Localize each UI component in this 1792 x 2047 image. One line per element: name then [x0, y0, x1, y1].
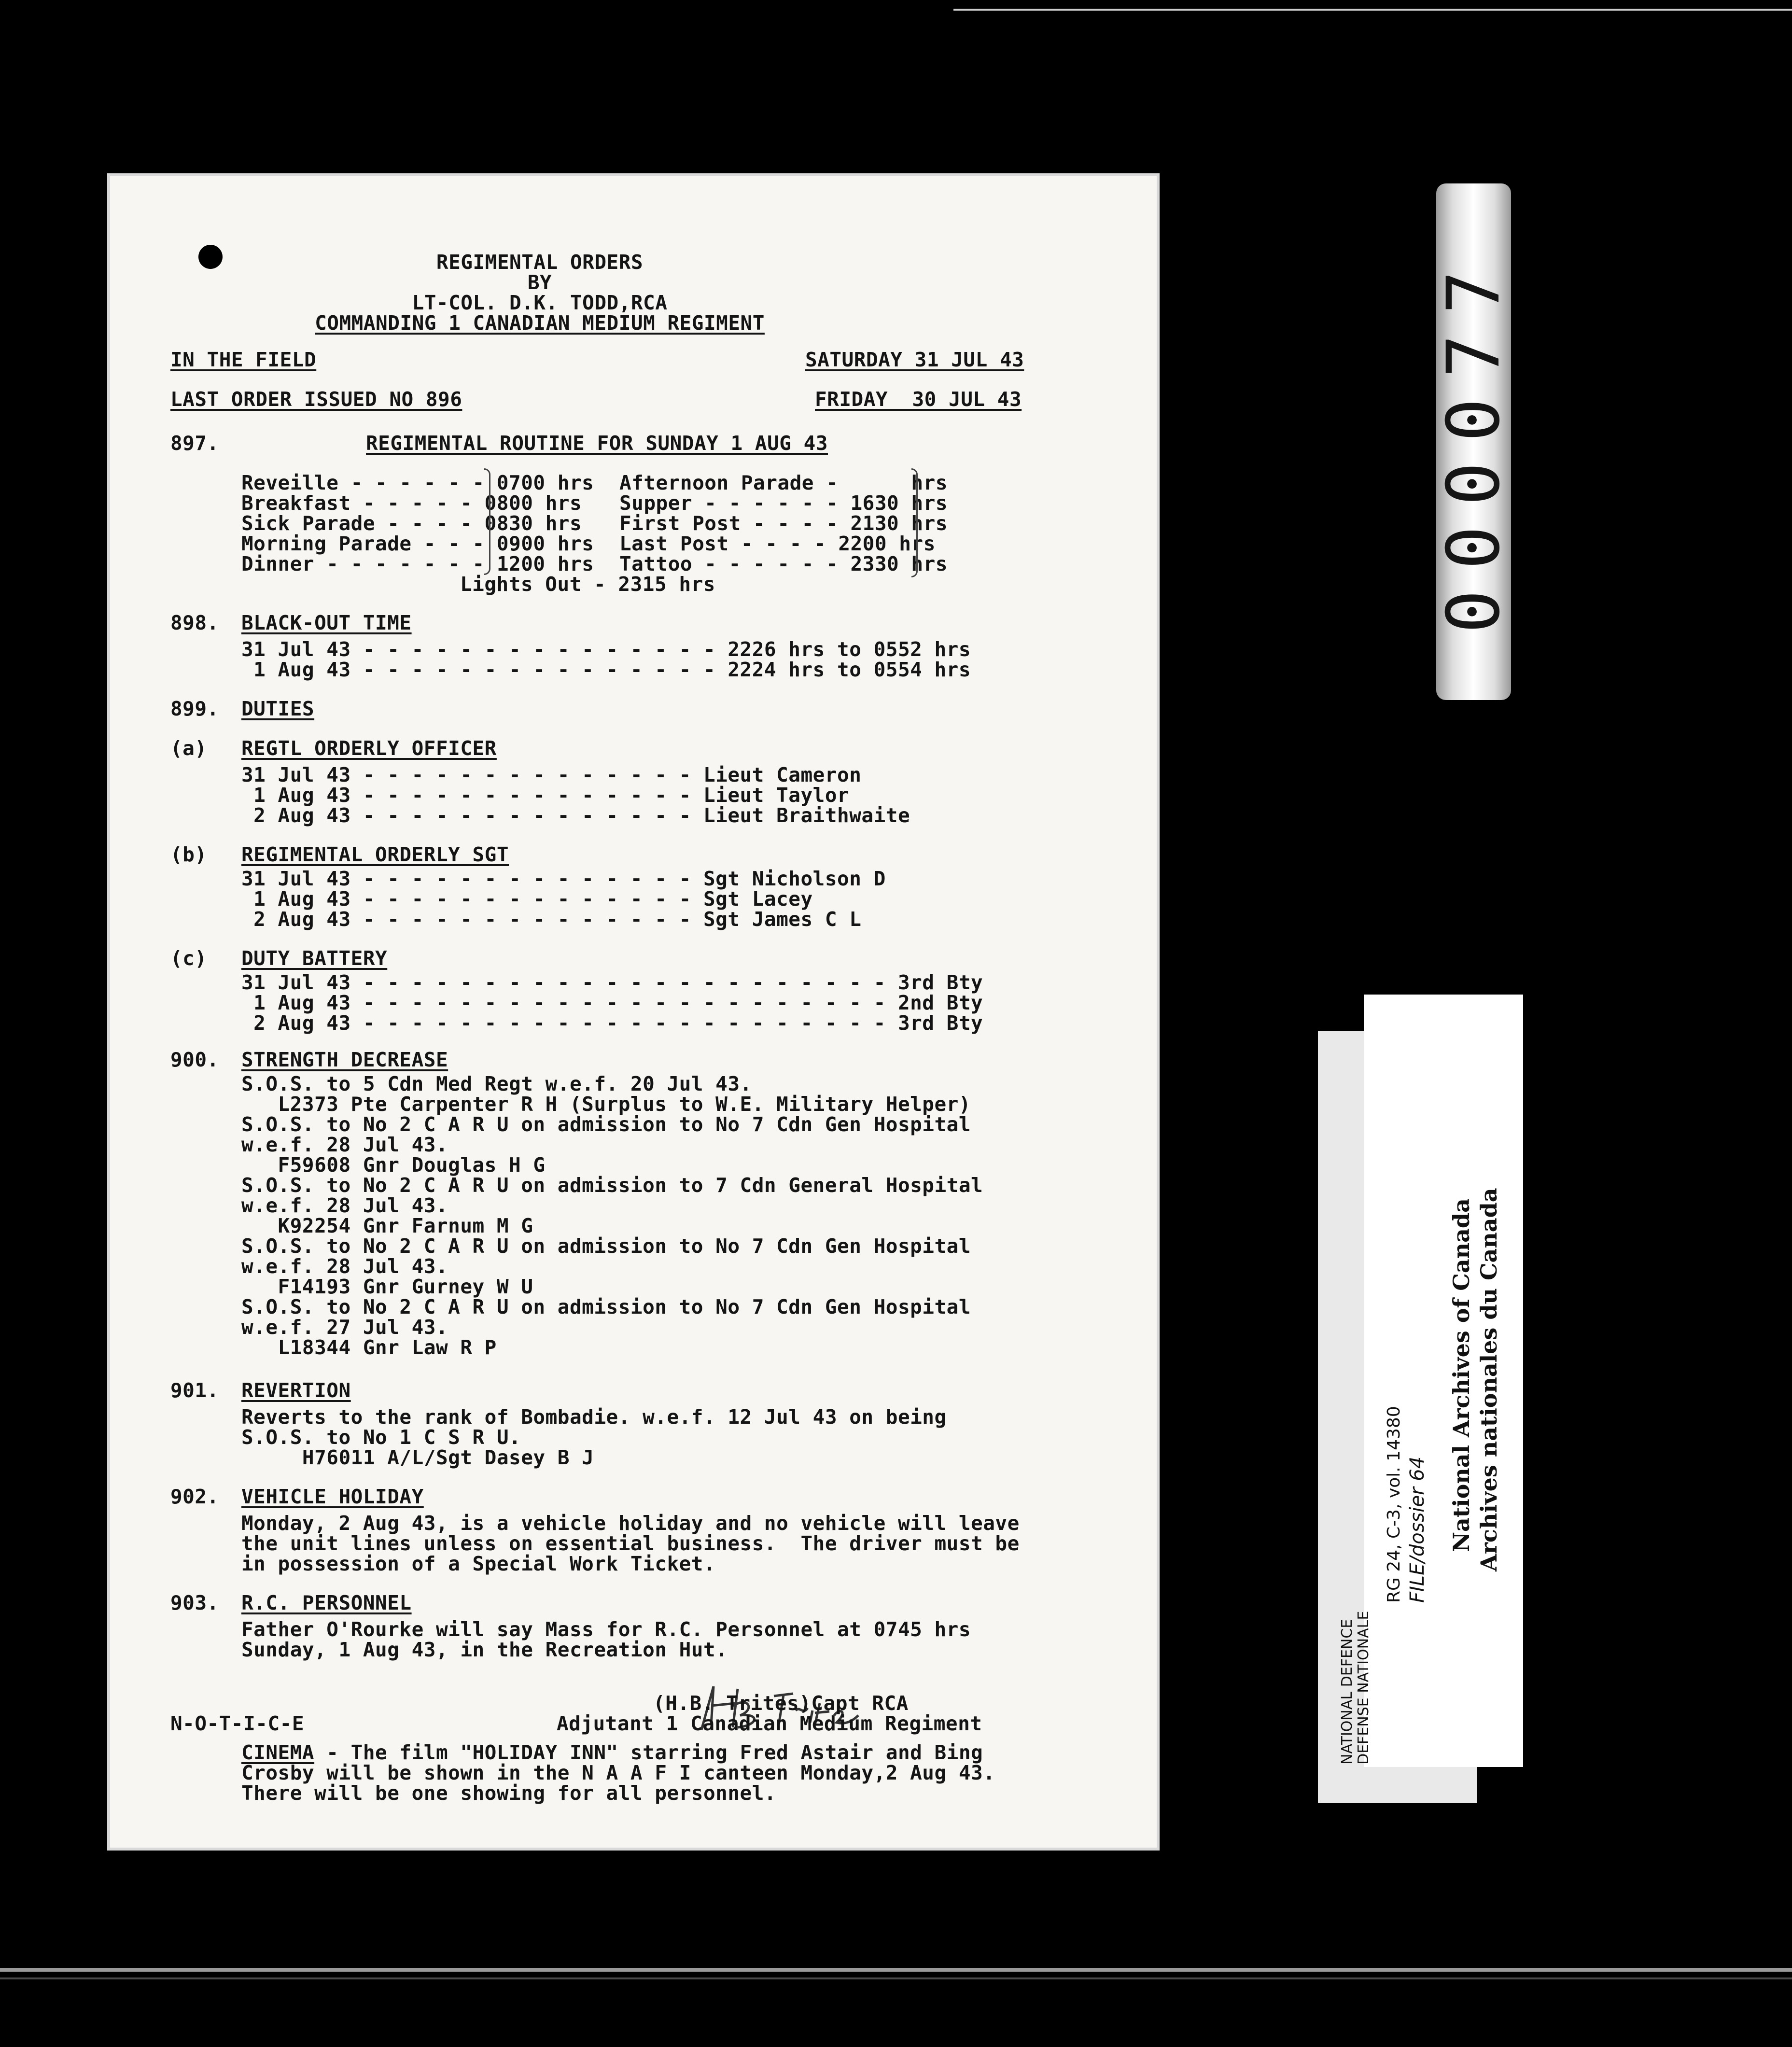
order-number: 901. — [170, 1379, 219, 1402]
blackout-line: 1 Aug 43 - - - - - - - - - - - - - - - 2224 hrs to 0554 hrs — [241, 658, 971, 681]
routine-right: Supper - - - - - - 1630 hrs — [619, 491, 948, 515]
order-number: 902. — [170, 1485, 219, 1508]
strength-line: K92254 Gnr Farnum M G — [241, 1214, 533, 1237]
routine-left: Morning Parade - - - 0900 hrs — [241, 532, 594, 555]
strength-line: w.e.f. 28 Jul 43. — [241, 1255, 448, 1278]
film-edge-top — [953, 9, 1792, 11]
vehicle-line: the unit lines unless on essential business. The driver must be — [241, 1532, 1020, 1555]
order-number: 899. — [170, 697, 219, 720]
duty-line: 31 Jul 43 - - - - - - - - - - - - - - Sgt Nicholson D — [241, 867, 886, 890]
subsection-title: REGTL ORDERLY OFFICER — [241, 737, 497, 760]
duty-line: 31 Jul 43 - - - - - - - - - - - - - - Lieut Cameron — [241, 763, 862, 786]
notice-line-1 — [241, 1743, 983, 1763]
order-title: REGIMENTAL ROUTINE FOR SUNDAY 1 AUG 43 — [366, 432, 828, 455]
department-fr: DEFENSE NATIONALE — [1355, 1611, 1372, 1765]
header-title-1: REGIMENTAL ORDERS — [436, 251, 644, 274]
strength-line: S.O.S. to 5 Cdn Med Regt w.e.f. 20 Jul 43. — [241, 1072, 752, 1095]
subsection-title: DUTY BATTERY — [241, 947, 388, 970]
strength-line: F14193 Gnr Gurney W U — [241, 1275, 533, 1298]
blackout-line: 31 Jul 43 - - - - - - - - - - - - - - - 2226 hrs to 0552 hrs — [241, 638, 971, 661]
subsection-label: (b) — [170, 843, 207, 866]
duty-line: 1 Aug 43 - - - - - - - - - - - - - - Lieut Taylor — [241, 784, 850, 807]
strength-line: S.O.S. to No 2 C A R U on admission to No 7 Cdn Gen Hospital — [241, 1295, 971, 1318]
vehicle-line: in possession of a Special Work Ticket. — [241, 1552, 716, 1575]
duty-line: 2 Aug 43 - - - - - - - - - - - - - - - - - - - - - - 3rd Bty — [241, 1011, 983, 1035]
revertion-line: S.O.S. to No 1 C S R U. — [241, 1426, 521, 1449]
department-en: NATIONAL DEFENCE — [1339, 1619, 1356, 1765]
order-number: 900. — [170, 1048, 219, 1071]
routine-right: First Post - - - - 2130 hrs — [619, 512, 948, 535]
header-title-4: COMMANDING 1 CANADIAN MEDIUM REGIMENT — [315, 311, 765, 335]
cinema-label: CINEMA — [241, 1741, 315, 1764]
routine-left: Reveille - - - - - - 0700 hrs — [241, 471, 594, 494]
duty-line: 1 Aug 43 - - - - - - - - - - - - - - - - - - - - - - 2nd Bty — [241, 991, 983, 1014]
subsection-label: (c) — [170, 947, 207, 970]
order-date: SATURDAY 31 JUL 43 — [805, 348, 1024, 371]
order-title: DUTIES — [241, 697, 315, 720]
order-title: BLACK-OUT TIME — [241, 611, 412, 634]
header-title-2: BY — [527, 271, 552, 294]
strength-line: L18344 Gnr Law R P — [241, 1336, 497, 1359]
routine-left: Breakfast - - - - - 0800 hrs — [241, 491, 582, 515]
order-title: R.C. PERSONNEL — [241, 1591, 412, 1614]
order-number: 903. — [170, 1591, 219, 1614]
notice-line-2: Crosby will be shown in the N A A F I canteen Monday,2 Aug 43. — [241, 1761, 995, 1784]
routine-right: Last Post - - - - 2200 hrs — [619, 532, 936, 555]
revertion-line: Reverts to the rank of Bombadie. w.e.f. 12 Jul 43 on being — [241, 1405, 947, 1429]
rc-line: Sunday, 1 Aug 43, in the Recreation Hut. — [241, 1638, 728, 1661]
notice-heading: N-O-T-I-C-E — [170, 1712, 305, 1735]
rc-line: Father O'Rourke will say Mass for R.C. Personnel at 0745 hrs — [241, 1618, 971, 1641]
order-number: 897. — [170, 432, 219, 455]
times-bracket-right — [911, 468, 918, 577]
routine-right: Afternoon Parade - hrs — [619, 471, 948, 494]
duty-line: 1 Aug 43 - - - - - - - - - - - - - - Sgt Lacey — [241, 887, 813, 911]
location: IN THE FIELD — [170, 348, 317, 371]
strength-line: S.O.S. to No 2 C A R U on admission to No 7 Cdn Gen Hospital — [241, 1113, 971, 1136]
revertion-line: H76011 A/L/Sgt Dasey B J — [241, 1446, 594, 1469]
order-title: REVERTION — [241, 1379, 351, 1402]
notice-line-3: There will be one showing for all personnel. — [241, 1781, 777, 1805]
last-order: LAST ORDER ISSUED NO 896 — [170, 388, 462, 411]
duty-line: 2 Aug 43 - - - - - - - - - - - - - - Lieut Braithwaite — [241, 804, 910, 827]
order-number: 898. — [170, 611, 219, 634]
header-title-3: LT-COL. D.K. TODD,RCA — [412, 291, 668, 314]
archive-label — [1339, 995, 1523, 1767]
notice-text: - The film "HOLIDAY INN" starring Fred Astair and Bing — [314, 1741, 983, 1764]
film-edge-bottom — [0, 1968, 1792, 1972]
order-title: STRENGTH DECREASE — [241, 1048, 448, 1071]
strength-line: w.e.f. 28 Jul 43. — [241, 1194, 448, 1217]
times-bracket-left — [484, 468, 490, 575]
order-title: VEHICLE HOLIDAY — [241, 1485, 424, 1508]
strength-line: S.O.S. to No 2 C A R U on admission to No 7 Cdn Gen Hospital — [241, 1234, 971, 1258]
subsection-title: REGIMENTAL ORDERLY SGT — [241, 843, 509, 866]
archive-file: FILE/dossier 64 — [1406, 1456, 1428, 1603]
subsection-label: (a) — [170, 737, 207, 760]
document-page — [110, 176, 1157, 1848]
routine-right: Tattoo - - - - - - 2330 hrs — [619, 552, 948, 575]
film-edge-bottom-thin — [0, 1977, 1792, 1979]
archive-reference: RG 24, C-3, vol. 14380 — [1384, 1406, 1404, 1603]
duty-line: 2 Aug 43 - - - - - - - - - - - - - - Sgt James C L — [241, 908, 862, 931]
routine-left: Dinner - - - - - - - 1200 hrs — [241, 552, 594, 575]
archive-name-fr: Archives nationales du Canada — [1476, 1188, 1502, 1571]
archive-name-en: National Archives of Canada — [1448, 1198, 1474, 1552]
routine-left: Sick Parade - - - - 0830 hrs — [241, 512, 582, 535]
signatory-appointment: Adjutant 1 Canadian Medium Regiment — [557, 1712, 982, 1735]
lights-out: Lights Out - 2315 hrs — [460, 573, 715, 596]
strength-line: w.e.f. 28 Jul 43. — [241, 1133, 448, 1156]
duty-line: 31 Jul 43 - - - - - - - - - - - - - - - - - - - - - - 3rd Bty — [241, 971, 983, 994]
signatory-name: (H.B. Trites)Capt RCA — [653, 1692, 909, 1715]
vehicle-line: Monday, 2 Aug 43, is a vehicle holiday and no vehicle will leave — [241, 1512, 1020, 1535]
frame-number: 000077 — [1432, 250, 1516, 633]
strength-line: L2373 Pte Carpenter R H (Surplus to W.E. Military Helper) — [241, 1093, 971, 1116]
strength-line: F59608 Gnr Douglas H G — [241, 1153, 546, 1177]
last-order-date: FRIDAY 30 JUL 43 — [815, 388, 1022, 411]
strength-line: S.O.S. to No 2 C A R U on admission to 7 Cdn General Hospital — [241, 1174, 983, 1197]
strength-line: w.e.f. 27 Jul 43. — [241, 1316, 448, 1339]
